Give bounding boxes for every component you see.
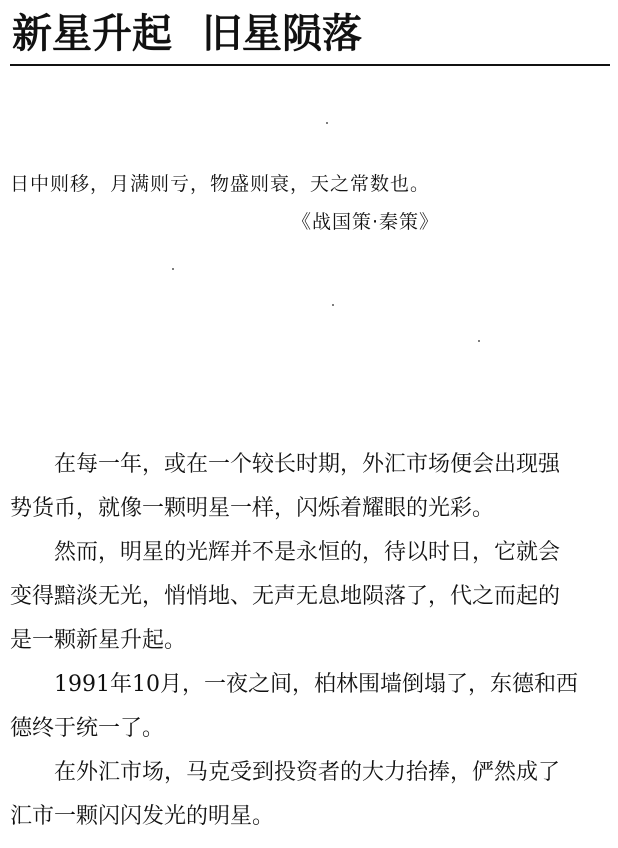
title-underline (10, 64, 610, 66)
paragraph-2-line-1: 然而，明星的光辉并不是永恒的，待以时日，它就会 (54, 540, 561, 565)
epigraph-quote: 日中则移，月满则亏，物盛则衰，天之常数也。 (10, 173, 431, 195)
scan-speck (326, 122, 328, 124)
paragraph-4-line-2: 汇市一颗闪闪发光的明星。 (10, 804, 275, 829)
paragraph-1-line-1: 在每一年，或在一个较长时期，外汇市场便会出现强 (54, 452, 561, 477)
paragraph-2-line-2: 变得黯淡无光，悄悄地、无声无息地陨落了，代之而起的 (10, 584, 561, 609)
chapter-title (12, 10, 362, 58)
scan-speck (478, 340, 480, 342)
scan-speck (172, 268, 174, 270)
epigraph-source: 《战国策·秦策》 (292, 211, 440, 233)
chapter-title-part-2: 旧星陨落 (202, 11, 362, 57)
scan-speck (332, 304, 334, 306)
paragraph-1-line-2: 势货币，就像一颗明星一样，闪烁着耀眼的光彩。 (10, 496, 495, 521)
body-text (10, 452, 610, 848)
paragraph-3-line-1: 1991年10月，一夜之间，柏林围墙倒塌了，东德和西 (54, 672, 578, 697)
paragraph-3-line-2: 德终于统一了。 (10, 716, 165, 741)
paragraph-2-line-3: 是一颗新星升起。 (10, 628, 187, 653)
chapter-title-part-1: 新星升起 (12, 11, 172, 57)
paragraph-4-line-1: 在外汇市场，马克受到投资者的大力抬捧，俨然成了 (54, 760, 561, 785)
